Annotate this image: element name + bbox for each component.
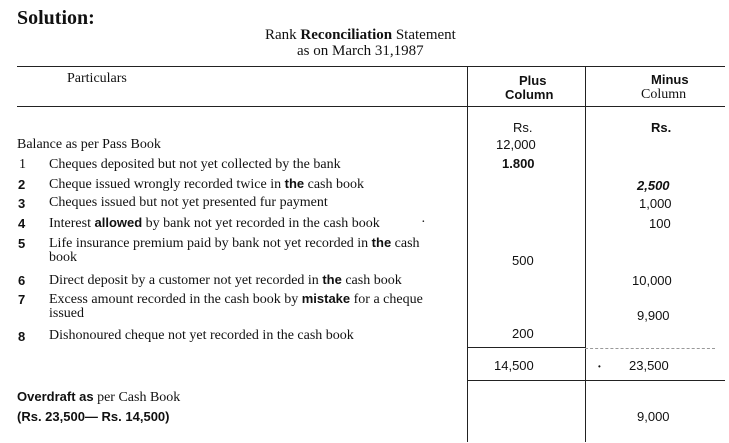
item-3-minus-value: 1,000 [639, 196, 672, 211]
overdraft-label-bold: Overdraft as [17, 389, 94, 404]
item-7-text-line2: issued [49, 306, 84, 321]
item-5-text-post: cash [391, 236, 420, 251]
item-1-number: 1 [19, 157, 26, 172]
item-2-text-pre: Cheque issued wrongly recorded twice in [49, 177, 285, 192]
item-7-minus-value: 9,900 [637, 308, 670, 323]
item-5-plus-value: 500 [512, 253, 534, 268]
header-bottom-rule [17, 106, 725, 107]
overdraft-calculation: (Rs. 23,500— Rs. 14,500) [17, 409, 170, 424]
item-6-minus-value: 10,000 [632, 273, 672, 288]
minus-unit: Rs. [651, 120, 672, 135]
plus-header-line2: Column [505, 87, 554, 102]
overdraft-minus-value: 9,000 [637, 409, 670, 424]
item-6-text-bold: the [322, 272, 342, 287]
plus-column-divider [467, 66, 468, 442]
item-2-number: 2 [18, 177, 26, 192]
plus-header-line1: Plus [519, 73, 547, 88]
balance-plus-value: 12,000 [496, 137, 536, 152]
item-5-text-bold: the [371, 235, 392, 250]
item-4-text-pre: Interest [49, 216, 95, 231]
totals-bottom-rule [467, 380, 725, 381]
item-6-text [49, 272, 402, 289]
item-7-text-post: for a cheque [350, 292, 423, 307]
plus-unit: Rs. [513, 120, 533, 135]
item-2-text-post: cash book [304, 177, 364, 192]
minus-column-divider [585, 66, 586, 442]
totals-top-rule-minus [585, 348, 715, 349]
solution-heading: Solution: [17, 7, 95, 29]
item-1-text: Cheques deposited but not yet collected by the bank [49, 157, 341, 172]
item-4-minus-value: 100 [649, 216, 671, 231]
particulars-header: Particulars [67, 71, 127, 86]
item-6-text-post: cash book [341, 273, 402, 288]
item-2-text-bold: the [284, 176, 305, 191]
table-top-rule [17, 66, 725, 67]
overdraft-label [17, 389, 180, 406]
item-8-text: Dishonoured cheque not yet recorded in the cash book [49, 328, 354, 343]
statement-title [265, 27, 456, 44]
item-7-text [49, 291, 423, 308]
item-6-number: 6 [18, 273, 26, 288]
minus-total: 23,500 [629, 358, 669, 373]
item-1-plus-value: 1.800 [502, 156, 535, 171]
minus-header-line1: Minus [651, 72, 689, 87]
statement-date: as on March 31,1987 [297, 43, 424, 59]
item-5-number: 5 [18, 236, 26, 251]
item-8-plus-value: 200 [512, 326, 534, 341]
title-bold: Reconciliation [300, 27, 393, 43]
item-4-text [49, 215, 380, 232]
balance-label: Balance as per Pass Book [17, 137, 161, 152]
item-5-text [49, 235, 420, 252]
item-4-text-post: by bank not yet recorded in the cash book [142, 216, 380, 231]
item-3-text: Cheques issued but not yet presented fur payment [49, 195, 328, 210]
item-5-text-pre: Life insurance premium paid by bank not yet recorded in [49, 236, 372, 251]
item-7-number: 7 [18, 292, 26, 307]
title-pre: Rank [265, 27, 301, 43]
totals-top-rule [467, 347, 585, 348]
item-3-number: 3 [18, 196, 26, 211]
title-post: Statement [392, 27, 456, 43]
item-8-number: 8 [18, 329, 26, 344]
item-7-text-bold: mistake [301, 291, 351, 306]
item-4-mark: · [421, 215, 426, 230]
item-2-text [49, 176, 364, 193]
item-7-text-pre: Excess amount recorded in the cash book by [49, 292, 302, 307]
minus-header-line2: Column [641, 87, 687, 102]
item-6-text-pre: Direct deposit by a customer not yet recorded in [49, 273, 323, 288]
item-4-number: 4 [18, 216, 26, 231]
totals-mark: • [598, 362, 601, 371]
item-4-text-bold: allowed [94, 215, 143, 230]
plus-total: 14,500 [494, 358, 534, 373]
item-2-minus-value: 2,500 [637, 178, 670, 193]
overdraft-label-rest: per Cash Book [93, 390, 181, 405]
item-5-text-line2: book [49, 250, 77, 265]
